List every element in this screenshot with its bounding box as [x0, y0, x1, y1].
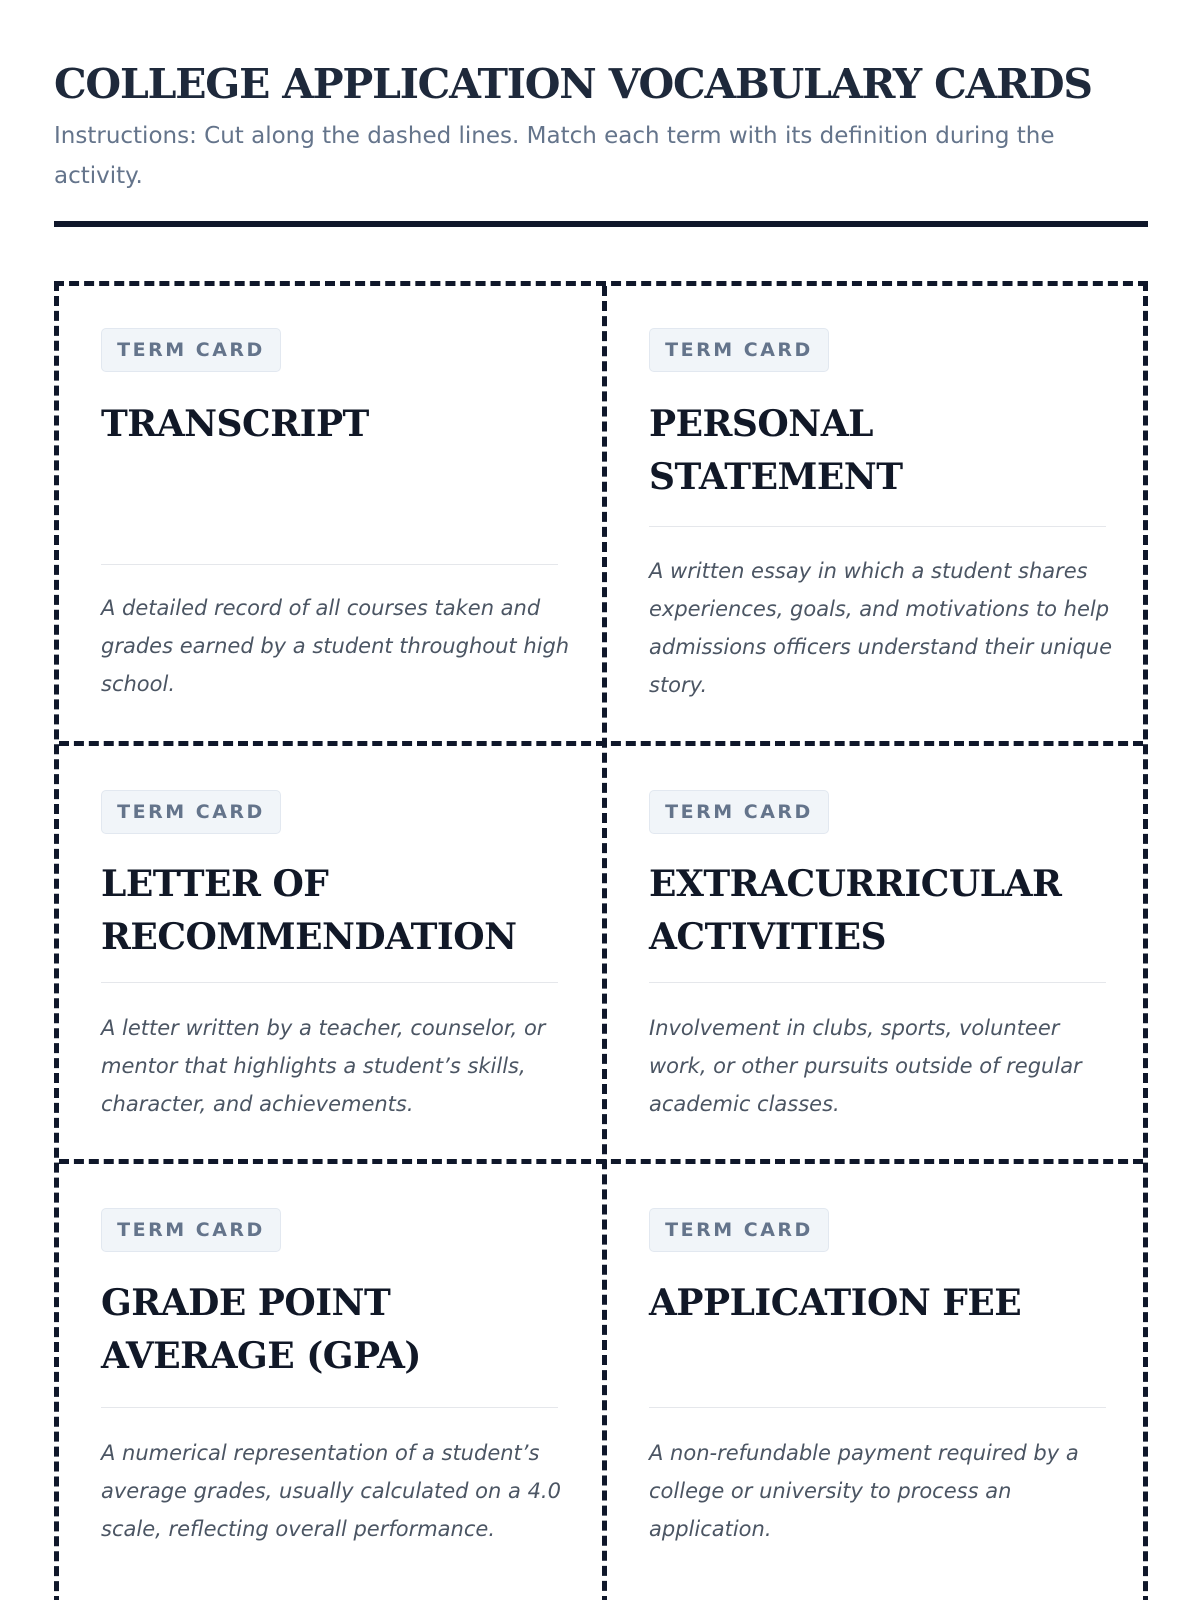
term-card: [607, 1164, 1147, 1600]
card-divider: [649, 982, 1106, 983]
card-grid: [54, 281, 1148, 1600]
term-definition: A written essay in which a student shares experiences, goals, and motivations to help admissions officers understand their unique story.: [649, 559, 1113, 697]
term-card: [59, 1164, 599, 1600]
card-divider: [101, 982, 558, 983]
page-title: COLLEGE APPLICATION VOCABULARY CARDS: [54, 60, 1092, 108]
card-divider: [101, 1407, 558, 1408]
card-divider: [101, 564, 558, 565]
term-card: [607, 746, 1147, 1159]
term-card-badge: TERM CARD: [101, 328, 281, 372]
term-card-badge: TERM CARD: [649, 790, 829, 834]
term-definition: Involvement in clubs, sports, volunteer work, or other pursuits outside of regular academic classes.: [649, 1016, 1082, 1116]
term-definition: A detailed record of all courses taken and grades earned by a student throughout high school.: [101, 596, 570, 696]
term-card-badge: TERM CARD: [101, 790, 281, 834]
term-title: APPLICATION FEE: [649, 1282, 1022, 1324]
card-divider: [649, 1407, 1106, 1408]
term-card-badge: TERM CARD: [101, 1208, 281, 1252]
term-card: [59, 746, 599, 1159]
term-definition: A numerical representation of a student’s average grades, usually calculated on a 4.0 scale, reflecting overall performance.: [101, 1441, 561, 1541]
term-title: EXTRACURRICULAR ACTIVITIES: [649, 863, 1062, 958]
term-card-badge: TERM CARD: [649, 328, 829, 372]
instructions-text: Instructions: Cut along the dashed lines. Match each term with its definition during the activity.: [54, 123, 1055, 189]
card-divider: [649, 526, 1106, 527]
term-card: [607, 286, 1147, 741]
term-card: [59, 286, 599, 741]
term-title: LETTER OF RECOMMENDATION: [101, 863, 517, 958]
term-title: TRANSCRIPT: [101, 403, 369, 445]
term-title: GRADE POINT AVERAGE (GPA): [101, 1282, 421, 1377]
term-definition: A letter written by a teacher, counselor, or mentor that highlights a student’s skills, character, and achievements.: [101, 1016, 546, 1116]
term-card-badge: TERM CARD: [649, 1208, 829, 1252]
header-divider: [54, 221, 1148, 227]
term-title: PERSONAL STATEMENT: [649, 403, 903, 498]
term-definition: A non-refundable payment required by a college or university to process an application.: [649, 1441, 1079, 1541]
